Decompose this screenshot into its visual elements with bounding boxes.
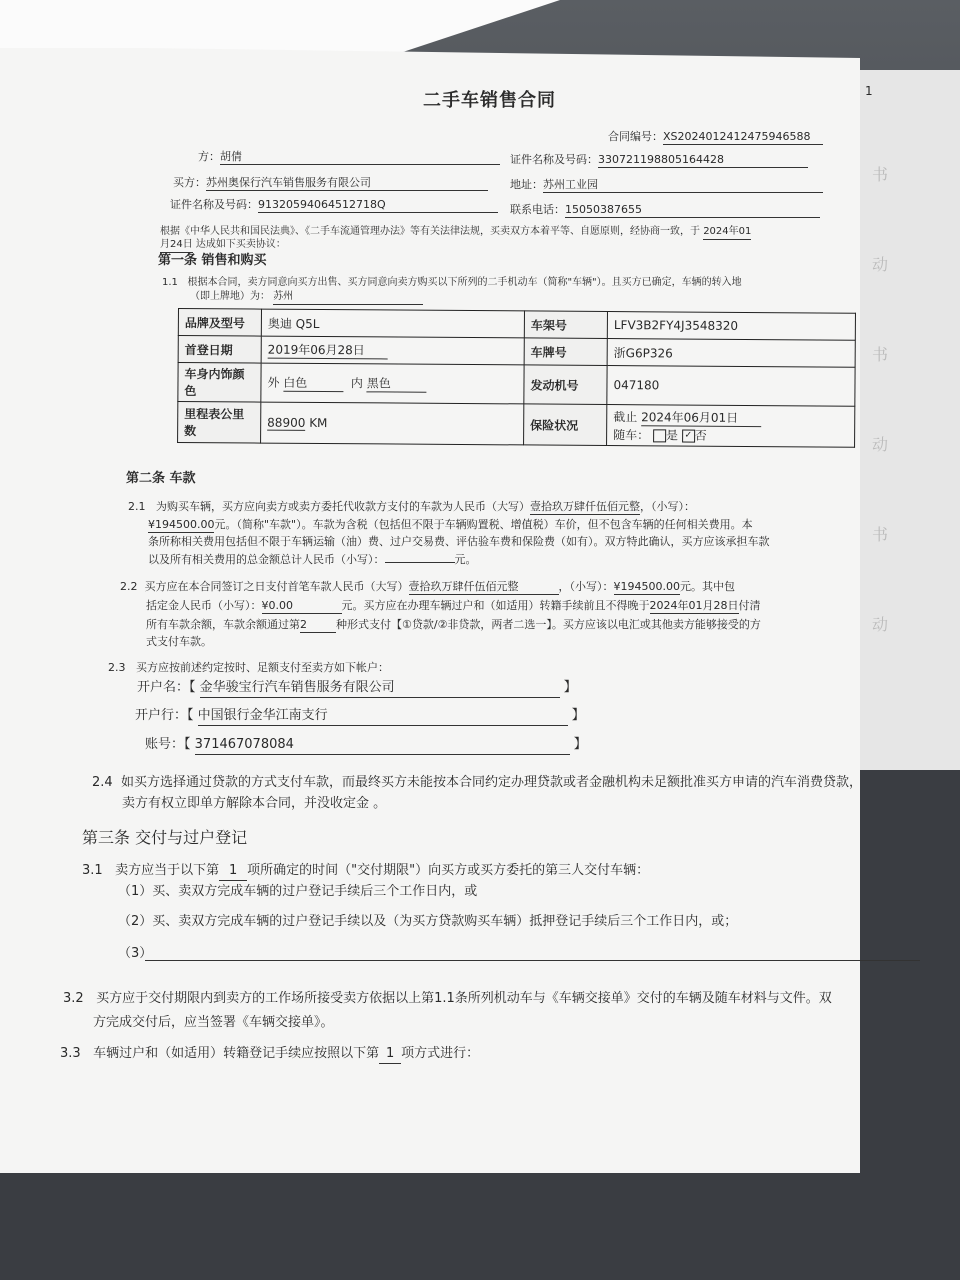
checkbox-checked-icon[interactable]: ✓ — [682, 429, 695, 442]
brand-value: 奥迪 Q5L — [261, 309, 524, 338]
clause-1-1-line-2: （即上牌地）为： 苏州 — [190, 290, 423, 305]
account-name-row: 开户名：【 金华骏宝行汽车销售服务有限公司 】 — [137, 679, 577, 698]
vehicle-info-table — [177, 308, 856, 448]
clause-2-3: 2.3 买方应按前述约定按时、足额支付至卖方如下帐户： — [108, 661, 389, 674]
clause-2-2-line-2: 括定金人民币（小写）：¥0.00 元。买方应在办理车辆过户和（如适用）转籍手续前且不得晚于2024年01月28日付清 — [146, 599, 761, 612]
section-3-heading: 第三条 交付与过户登记 — [82, 828, 248, 847]
checkbox-empty-icon[interactable] — [653, 429, 666, 442]
deposit-amount: ¥0.00 — [262, 599, 342, 614]
clause-2-2-line-4: 式支付车款。 — [146, 635, 212, 648]
preamble-line-1: 根据《中华人民共和国民法典》、《二手车流通管理办法》等有关法律法规，买卖双方本着平等、自愿原则，经协商一致，于 2024年01 — [160, 225, 751, 240]
color-cell: 外 白色 内 黑色 — [261, 363, 524, 404]
clause-3-2-line-1: 3.2 买方应于交付期限内到卖方的工作场所接受卖方依据以上第1.1条所列机动车与《车辆交接单》交付的车辆及随车材料与文件。双 — [63, 991, 832, 1006]
engine-value: 047180 — [607, 365, 855, 406]
seller-row: 方：胡倩 — [198, 150, 500, 165]
buyer-id: 91320594064512718Q — [258, 198, 498, 213]
delivery-option-1: （1）买、卖双方完成车辆的过户登记手续后三个工作日内，或 — [118, 884, 478, 899]
clause-2-1-line-3: 条所称相关费用包括但不限于车辆运输（油）费、过户交易费、评估验车费和保险费（如有）。双方特此确认，买方应该承担车款 — [148, 535, 770, 548]
delivery-option-2: （2）买、卖双方完成车辆的过户登记手续以及（为买方贷款购买车辆）抵押登记手续后三个工作日内，或； — [118, 914, 738, 929]
contract-no: XS2024012412475946588 — [663, 130, 823, 145]
brand-label: 品牌及型号 — [178, 309, 261, 337]
account-name: 金华骏宝行汽车销售服务有限公司 — [200, 679, 560, 698]
section-2-heading: 第二条 车款 — [126, 471, 196, 486]
account-number: 371467078084 — [195, 736, 570, 755]
payment-method: 2 — [300, 618, 336, 633]
clause-2-4-line-2: 卖方有权立即单方解除本合同，并没收定金 。 — [122, 796, 387, 811]
clause-2-1-line-4: 以及所有相关费用的总金额总计人民币（小写）： 元。 — [148, 553, 477, 566]
contract-title: 二手车销售合同 — [423, 90, 556, 111]
interior-color: 黑色 — [367, 374, 427, 392]
insurance-date: 2024年06月01日 — [641, 408, 761, 427]
address: 苏州工业园 — [543, 178, 823, 193]
buyer-name: 苏州奥保行汽车销售服务有限公司 — [206, 176, 488, 191]
price-amount: ¥194500.00 — [148, 518, 215, 531]
buyer-row: 买方：苏州奥保行汽车销售服务有限公司 — [173, 176, 488, 191]
preamble-date-day: 月24日 — [160, 238, 193, 253]
phone-row: 联系电话：15050387655 — [510, 203, 820, 218]
payment-deadline: 2024年01月28日 — [649, 599, 739, 612]
clause-2-4-line-1: 2.4 如买方选择通过贷款的方式支付车款，而最终买方未能按本合同约定办理贷款或者金融机构未足额批准买方申请的汽车消费贷款， — [92, 775, 862, 790]
address-row: 地址：苏州工业园 — [510, 178, 823, 193]
vin-label: 车架号 — [524, 311, 607, 339]
exterior-color: 白色 — [283, 374, 343, 392]
plate-label: 车牌号 — [524, 338, 607, 366]
vin-value: LFV3B2FY4J3548320 — [607, 311, 855, 340]
clause-3-2-line-2: 方完成交付后，应当签署《车辆交接单》。 — [93, 1015, 334, 1030]
registration-place: 苏州 — [273, 290, 423, 305]
engine-label: 发动机号 — [524, 365, 607, 405]
mileage-value: 88900 — [267, 415, 306, 430]
section-1-heading: 第一条 销售和购买 — [158, 253, 267, 268]
faded-text-marks: 书 动 书 动 书 动 — [872, 165, 889, 634]
seller-id: 330721198805164428 — [598, 153, 808, 168]
buyer-id-row: 证件名称及号码：91320594064512718Q — [170, 198, 498, 213]
preamble-line-2: 月24日 达成如下买卖协议： — [160, 238, 286, 253]
clause-3-3: 3.3 车辆过户和（如适用）转籍登记手续应按照以下第 1 项方式进行： — [60, 1045, 479, 1064]
seller-name: 胡倩 — [220, 150, 500, 165]
table-row — [178, 402, 855, 448]
preamble-date-year: 2024年01 — [703, 225, 751, 240]
first-payment-amount: ¥194500.00 — [613, 580, 680, 593]
price-cn: 壹拾玖万肆仟伍佰元整 — [530, 500, 640, 513]
page-number: 1 — [865, 84, 873, 98]
first-payment-cn: 壹拾玖万肆仟伍佰元整 — [409, 580, 559, 595]
color-label: 车身内饰颜色 — [178, 363, 261, 403]
option-3-blank-line — [145, 960, 920, 961]
seller-id-row: 证件名称及号码：330721198805164428 — [510, 153, 808, 168]
insurance-label: 保险状况 — [524, 404, 607, 446]
plate-value: 浙G6P326 — [607, 338, 855, 367]
clause-2-1-line-2: ¥194500.00元。（简称"车款"）。车款为含税（包括但不限于车辆购置税、增值税）车价，但不包含车辆的任何相关费用。本 — [148, 518, 753, 531]
total-amount-blank — [385, 562, 455, 563]
mileage-label: 里程表公里数 — [178, 402, 261, 444]
reg-date-cell — [261, 336, 524, 365]
clause-1-1-line-1: 1.1 根据本合同，卖方同意向买方出售、买方同意向卖方购买以下所列的二手机动车（简称"车辆"）。且买方已确定，车辆的转入地 — [162, 277, 742, 288]
contract-no-row: 合同编号：XS2024012412475946588 — [608, 130, 823, 145]
transfer-option: 1 — [379, 1045, 401, 1064]
clause-2-2-line-1: 2.2 买方应在本合同签订之日支付首笔车款人民币（大写）壹拾玖万肆仟伍佰元整 ，（小写）：¥194500.00元。其中包 — [120, 580, 735, 593]
account-bank: 中国银行金华江南支行 — [198, 707, 568, 726]
account-number-row: 账号：【 371467078084 】 — [145, 736, 587, 755]
mileage-cell: 88900 KM — [261, 402, 524, 445]
table-row — [178, 363, 855, 407]
delivery-option: 1 — [219, 862, 247, 881]
reg-date-value: 2019年06月28日 — [268, 341, 388, 360]
clause-3-1: 3.1 卖方应当于以下第 1 项所确定的时间（"交付期限"）向买方或买方委托的第三人交付车辆： — [82, 862, 649, 881]
phone: 15050387655 — [565, 203, 820, 218]
clause-2-2-line-3: 所有车款余额，车款余额通过第2 种形式支付【①贷款/②非贷款，两者二选一】。买方应该以电汇或其他卖方能够接受的方 — [146, 618, 761, 631]
insurance-cell: 截止 2024年06月01日 随车： 是 ✓ 否 — [607, 404, 855, 447]
account-bank-row: 开户行：【 中国银行金华江南支行 】 — [135, 707, 585, 726]
reg-date-label: 首登日期 — [178, 336, 261, 364]
delivery-option-3: （3） — [118, 946, 153, 961]
clause-2-1-line-1: 2.1 为购买车辆，买方应向卖方或卖方委托代收款方支付的车款为人民币（大写）壹拾玖万肆仟伍佰元整，（小写）： — [128, 500, 695, 513]
